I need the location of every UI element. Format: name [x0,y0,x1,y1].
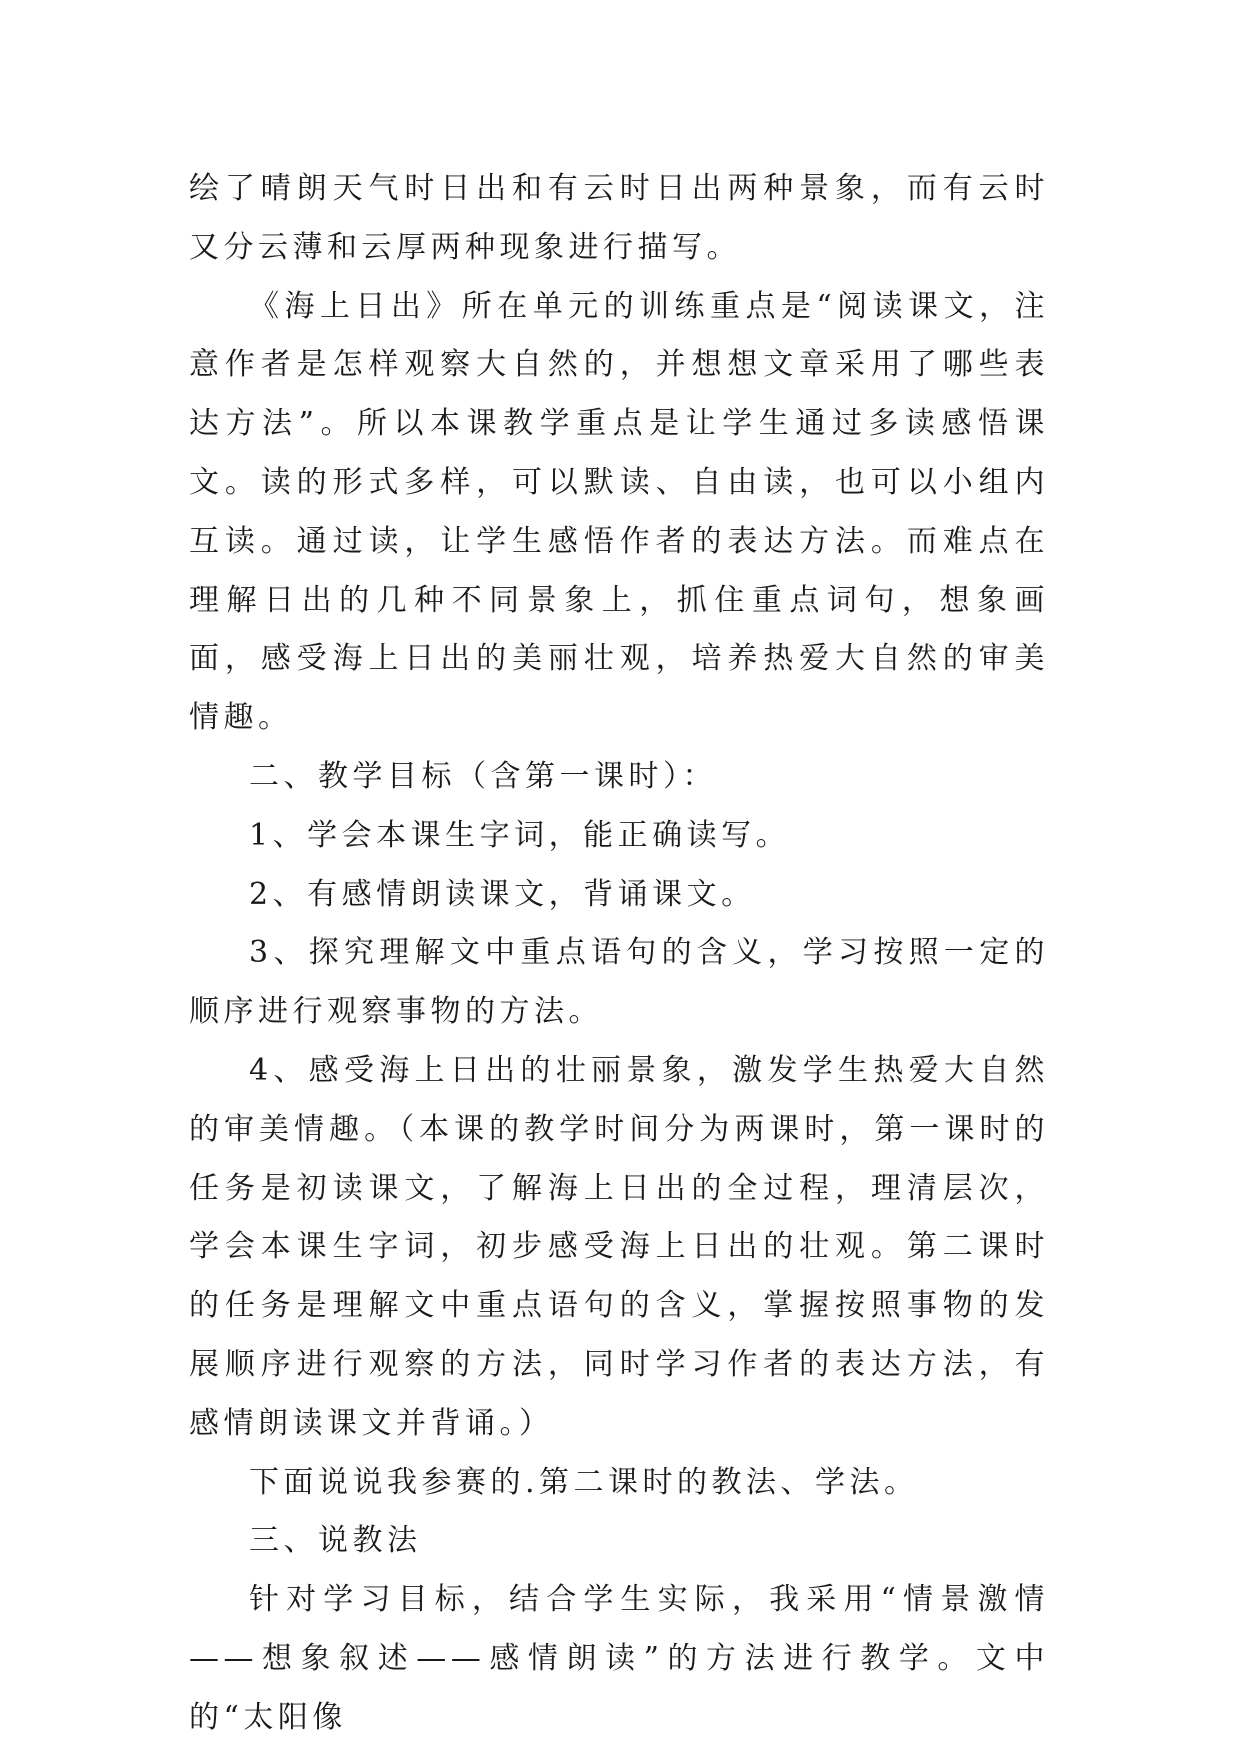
goal-item-3: 3、探究理解文中重点语句的含义，学习按照一定的顺序进行观察事物的方法。 [189,935,1049,1030]
goal-item-1: 1、学会本课生字词，能正确读写。 [249,817,791,853]
goal-item-4: 4、感受海上日出的壮丽景象，激发学生热爱大自然的审美情趣。（本课的教学时间分为两课时，第一课时的任务是初读课文，了解海上日出的全过程，理清层次，学会本课生字词，初步感受海上日出的壮观。第二课时的任务是理解文中重点语句的含义，掌握按照事物的发展顺序进行观察的方法，同时学习作者的表达方法，有感情朗读课文并背诵。） [189,1052,1049,1441]
heading-teaching-method: 三、说教法 [249,1523,422,1559]
paragraph-continued-description: 绘了晴朗天气时日出和有云时日出两种景象，而有云时又分云薄和云厚两种现象进行描写。 [189,171,1049,265]
heading-teaching-goals: 二、教学目标（含第一课时）： [249,758,717,794]
paragraph-training-focus: 《海上日出》所在单元的训练重点是“阅读课文，注意作者是怎样观察大自然的，并想想文章采用了哪些表达方法”。所以本课教学重点是让学生通过多读感悟课文。读的形式多样，可以默读、自由读，也可以小组内互读。通过读，让学生感悟作者的表达方法。而难点在理解日出的几种不同景象上，抓住重点词句，想象画面，感受海上日出的美丽壮观，培养热爱大自然的审美情趣。 [189,288,1049,736]
paragraph-second-lesson-intro: 下面说说我参赛的.第二课时的教法、学法。 [249,1464,919,1500]
document-body [189,160,1049,1748]
paragraph-teaching-method: 针对学习目标，结合学生实际，我采用“情景激情——想象叙述——感情朗读”的方法进行教学。文中的“太阳像 [189,1582,1049,1735]
goal-item-2: 2、有感情朗读课文，背诵课文。 [249,876,756,912]
